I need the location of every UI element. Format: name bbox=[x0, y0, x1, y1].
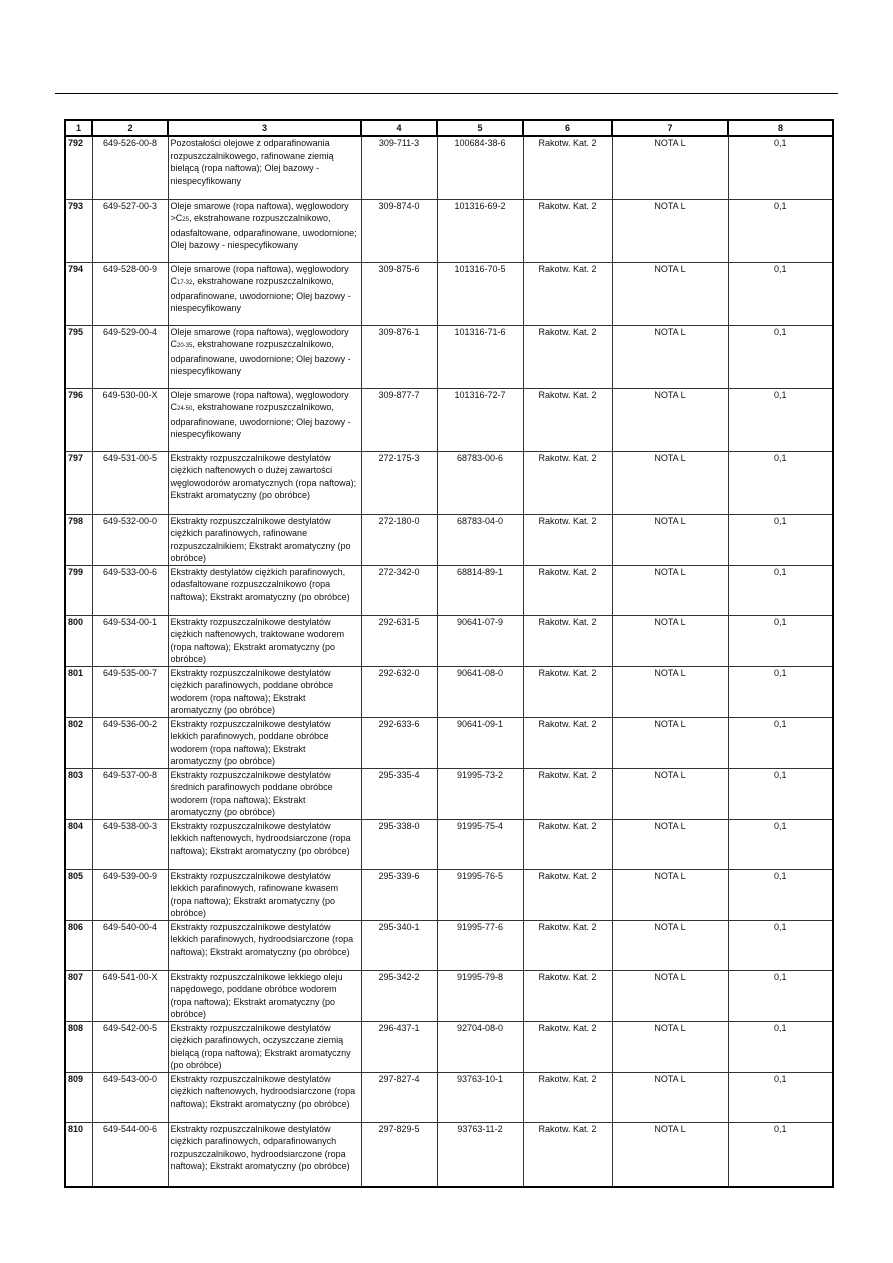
cas-number: 91995-79-8 bbox=[437, 970, 523, 1021]
substance-name: Ekstrakty rozpuszczalnikowe destylatów lekkich parafinowych, poddane obróbce wodorem (ropa naftowa); Ekstrakt aromatyczny (po obróbce) bbox=[168, 717, 361, 768]
classification: Rakotw. Kat. 2 bbox=[523, 920, 612, 970]
classification: Rakotw. Kat. 2 bbox=[523, 819, 612, 869]
note: NOTA L bbox=[612, 920, 728, 970]
ec-number: 272-180-0 bbox=[361, 514, 437, 565]
index-number: 649-527-00-3 bbox=[92, 199, 168, 262]
index-number: 649-537-00-8 bbox=[92, 768, 168, 819]
entry-number: 805 bbox=[65, 869, 92, 920]
classification: Rakotw. Kat. 2 bbox=[523, 388, 612, 451]
concentration-limit: 0,1 bbox=[728, 325, 833, 388]
ec-number: 309-875-6 bbox=[361, 262, 437, 325]
column-header-4: 4 bbox=[361, 120, 437, 136]
cas-number: 100684-38-6 bbox=[437, 136, 523, 199]
carbon-range-subscript: 20-35 bbox=[177, 343, 193, 349]
classification: Rakotw. Kat. 2 bbox=[523, 970, 612, 1021]
note: NOTA L bbox=[612, 388, 728, 451]
table-row bbox=[65, 199, 833, 262]
substance-name: Ekstrakty rozpuszczalnikowe destylatów lekkich parafinowych, rafinowane kwasem (ropa naftowa); Ekstrakt aromatyczny (po obróbce) bbox=[168, 869, 361, 920]
substance-name: Ekstrakty rozpuszczalnikowe destylatów ciężkich naftenowych o dużej zawartości węglowodorów aromatycznych (ropa naftowa); Ekstrakt aromatyczny (po obróbce) bbox=[168, 451, 361, 514]
note: NOTA L bbox=[612, 970, 728, 1021]
index-number: 649-541-00-X bbox=[92, 970, 168, 1021]
classification: Rakotw. Kat. 2 bbox=[523, 565, 612, 615]
entry-number: 804 bbox=[65, 819, 92, 869]
classification: Rakotw. Kat. 2 bbox=[523, 1072, 612, 1122]
concentration-limit: 0,1 bbox=[728, 388, 833, 451]
concentration-limit: 0,1 bbox=[728, 920, 833, 970]
substance-name: Ekstrakty rozpuszczalnikowe destylatów ciężkich parafinowych, oczyszczane ziemią bielącą (ropa naftowa); Ekstrakt aromatyczny (po obróbce) bbox=[168, 1021, 361, 1072]
concentration-limit: 0,1 bbox=[728, 768, 833, 819]
entry-number: 793 bbox=[65, 199, 92, 262]
note: NOTA L bbox=[612, 565, 728, 615]
index-number: 649-531-00-5 bbox=[92, 451, 168, 514]
substance-name-part: , ekstrahowane rozpuszczalnikowo, odasfaltowane, odparafinowane, uwodornione; Olej bazowy - niespecyfikowany bbox=[170, 213, 357, 250]
note: NOTA L bbox=[612, 768, 728, 819]
substance-name: Ekstrakty rozpuszczalnikowe destylatów ciężkich parafinowych, rafinowane rozpuszczalnikiem; Ekstrakt aromatyczny (po obróbce) bbox=[168, 514, 361, 565]
concentration-limit: 0,1 bbox=[728, 819, 833, 869]
table-row bbox=[65, 262, 833, 325]
index-number: 649-535-00-7 bbox=[92, 666, 168, 717]
cas-number: 101316-71-6 bbox=[437, 325, 523, 388]
substance-name: Ekstrakty rozpuszczalnikowe destylatów średnich parafinowych poddane obróbce wodorem (ropa naftowa); Ekstrakt aromatyczny (po obróbce) bbox=[168, 768, 361, 819]
cas-number: 68783-00-6 bbox=[437, 451, 523, 514]
entry-number: 803 bbox=[65, 768, 92, 819]
column-header-5: 5 bbox=[437, 120, 523, 136]
column-header-1: 1 bbox=[65, 120, 92, 136]
ec-number: 272-175-3 bbox=[361, 451, 437, 514]
concentration-limit: 0,1 bbox=[728, 666, 833, 717]
substance-name: Ekstrakty rozpuszczalnikowe destylatów ciężkich parafinowych, poddane obróbce wodorem (ropa naftowa); Ekstrakt aromatyczny (po obróbce) bbox=[168, 666, 361, 717]
substance-name bbox=[168, 388, 361, 451]
substance-name: Ekstrakty rozpuszczalnikowe destylatów ciężkich parafinowych, odparafinowanych rozpuszczalnikowo, hydroodsiarczone (ropa naftowa); Ekstrakt aromatyczny (po obróbce) bbox=[168, 1122, 361, 1187]
table-row bbox=[65, 717, 833, 768]
table-body bbox=[65, 136, 833, 1187]
substance-name: Ekstrakty rozpuszczalnikowe destylatów ciężkich naftenowych, traktowane wodorem (ropa naftowa); Ekstrakt aromatyczny (po obróbce) bbox=[168, 615, 361, 666]
ec-number: 295-340-1 bbox=[361, 920, 437, 970]
index-number: 649-544-00-6 bbox=[92, 1122, 168, 1187]
entry-number: 802 bbox=[65, 717, 92, 768]
concentration-limit: 0,1 bbox=[728, 565, 833, 615]
column-header-3: 3 bbox=[168, 120, 361, 136]
classification: Rakotw. Kat. 2 bbox=[523, 451, 612, 514]
substance-name-part: Oleje smarowe (ropa naftowa), węglowodory >C bbox=[170, 200, 349, 223]
ec-number: 292-633-6 bbox=[361, 717, 437, 768]
table-row bbox=[65, 565, 833, 615]
ec-number: 295-335-4 bbox=[361, 768, 437, 819]
note: NOTA L bbox=[612, 1072, 728, 1122]
ec-number: 309-876-1 bbox=[361, 325, 437, 388]
substance-table bbox=[64, 119, 834, 1188]
classification: Rakotw. Kat. 2 bbox=[523, 615, 612, 666]
substance-name: Ekstrakty rozpuszczalnikowe destylatów lekkich parafinowych, hydroodsiarczone (ropa naftowa); Ekstrakt aromatyczny (po obróbce) bbox=[168, 920, 361, 970]
classification: Rakotw. Kat. 2 bbox=[523, 869, 612, 920]
concentration-limit: 0,1 bbox=[728, 262, 833, 325]
concentration-limit: 0,1 bbox=[728, 1021, 833, 1072]
ec-number: 309-711-3 bbox=[361, 136, 437, 199]
note: NOTA L bbox=[612, 1021, 728, 1072]
concentration-limit: 0,1 bbox=[728, 970, 833, 1021]
table-row bbox=[65, 819, 833, 869]
cas-number: 68783-04-0 bbox=[437, 514, 523, 565]
substance-name bbox=[168, 199, 361, 262]
classification: Rakotw. Kat. 2 bbox=[523, 717, 612, 768]
ec-number: 295-339-6 bbox=[361, 869, 437, 920]
entry-number: 799 bbox=[65, 565, 92, 615]
classification: Rakotw. Kat. 2 bbox=[523, 514, 612, 565]
column-header-2: 2 bbox=[92, 120, 168, 136]
table-row bbox=[65, 388, 833, 451]
table-row bbox=[65, 136, 833, 199]
cas-number: 91995-75-4 bbox=[437, 819, 523, 869]
concentration-limit: 0,1 bbox=[728, 615, 833, 666]
entry-number: 797 bbox=[65, 451, 92, 514]
note: NOTA L bbox=[612, 325, 728, 388]
cas-number: 91995-73-2 bbox=[437, 768, 523, 819]
ec-number: 297-829-5 bbox=[361, 1122, 437, 1187]
index-number: 649-536-00-2 bbox=[92, 717, 168, 768]
header-rule bbox=[55, 93, 838, 94]
index-number: 649-533-00-6 bbox=[92, 565, 168, 615]
entry-number: 794 bbox=[65, 262, 92, 325]
entry-number: 800 bbox=[65, 615, 92, 666]
ec-number: 292-632-0 bbox=[361, 666, 437, 717]
substance-name-part: , ekstrahowane rozpuszczalnikowo, odparafinowane, uwodornione; Olej bazowy - niespecyfikowany bbox=[170, 276, 351, 313]
concentration-limit: 0,1 bbox=[728, 717, 833, 768]
entry-number: 810 bbox=[65, 1122, 92, 1187]
column-header-8: 8 bbox=[728, 120, 833, 136]
note: NOTA L bbox=[612, 666, 728, 717]
ec-number: 296-437-1 bbox=[361, 1021, 437, 1072]
index-number: 649-543-00-0 bbox=[92, 1072, 168, 1122]
cas-number: 90641-08-0 bbox=[437, 666, 523, 717]
table-row bbox=[65, 1122, 833, 1187]
table-header-row bbox=[65, 120, 833, 136]
note: NOTA L bbox=[612, 717, 728, 768]
classification: Rakotw. Kat. 2 bbox=[523, 262, 612, 325]
table-row bbox=[65, 970, 833, 1021]
concentration-limit: 0,1 bbox=[728, 1072, 833, 1122]
concentration-limit: 0,1 bbox=[728, 869, 833, 920]
index-number: 649-530-00-X bbox=[92, 388, 168, 451]
ec-number: 295-342-2 bbox=[361, 970, 437, 1021]
substance-name-part: , ekstrahowane rozpuszczalnikowo, odparafinowane, uwodornione; Olej bazowy - niespecyfikowany bbox=[170, 339, 351, 376]
note: NOTA L bbox=[612, 136, 728, 199]
ec-number: 272-342-0 bbox=[361, 565, 437, 615]
note: NOTA L bbox=[612, 514, 728, 565]
substance-name: Ekstrakty destylatów ciężkich parafinowych, odasfaltowane rozpuszczalnikowo (ropa naftowa); Ekstrakt aromatyczny (po obróbce) bbox=[168, 565, 361, 615]
note: NOTA L bbox=[612, 262, 728, 325]
table-row bbox=[65, 615, 833, 666]
ec-number: 309-874-0 bbox=[361, 199, 437, 262]
entry-number: 796 bbox=[65, 388, 92, 451]
cas-number: 91995-77-6 bbox=[437, 920, 523, 970]
entry-number: 801 bbox=[65, 666, 92, 717]
entry-number: 795 bbox=[65, 325, 92, 388]
cas-number: 90641-07-9 bbox=[437, 615, 523, 666]
classification: Rakotw. Kat. 2 bbox=[523, 199, 612, 262]
index-number: 649-529-00-4 bbox=[92, 325, 168, 388]
carbon-range-subscript: 24-50 bbox=[177, 406, 193, 412]
classification: Rakotw. Kat. 2 bbox=[523, 1021, 612, 1072]
carbon-range-subscript: 17-32 bbox=[177, 280, 193, 286]
note: NOTA L bbox=[612, 1122, 728, 1187]
carbon-range-subscript: 25 bbox=[182, 217, 189, 223]
substance-name bbox=[168, 262, 361, 325]
table-row bbox=[65, 920, 833, 970]
table-row bbox=[65, 768, 833, 819]
ec-number: 292-631-5 bbox=[361, 615, 437, 666]
substance-name: Ekstrakty rozpuszczalnikowe destylatów ciężkich naftenowych, hydroodsiarczone (ropa naftowa); Ekstrakt aromatyczny (po obróbce) bbox=[168, 1072, 361, 1122]
note: NOTA L bbox=[612, 199, 728, 262]
classification: Rakotw. Kat. 2 bbox=[523, 1122, 612, 1187]
substance-name-part: Oleje smarowe (ropa naftowa), węglowodory C bbox=[170, 326, 349, 349]
table-row bbox=[65, 1021, 833, 1072]
entry-number: 809 bbox=[65, 1072, 92, 1122]
concentration-limit: 0,1 bbox=[728, 136, 833, 199]
index-number: 649-534-00-1 bbox=[92, 615, 168, 666]
index-number: 649-538-00-3 bbox=[92, 819, 168, 869]
index-number: 649-532-00-0 bbox=[92, 514, 168, 565]
cas-number: 101316-70-5 bbox=[437, 262, 523, 325]
entry-number: 798 bbox=[65, 514, 92, 565]
cas-number: 101316-69-2 bbox=[437, 199, 523, 262]
index-number: 649-542-00-5 bbox=[92, 1021, 168, 1072]
substance-name-part: Oleje smarowe (ropa naftowa), węglowodory C bbox=[170, 389, 349, 412]
table-row bbox=[65, 325, 833, 388]
ec-number: 295-338-0 bbox=[361, 819, 437, 869]
table-row bbox=[65, 666, 833, 717]
cas-number: 90641-09-1 bbox=[437, 717, 523, 768]
index-number: 649-540-00-4 bbox=[92, 920, 168, 970]
concentration-limit: 0,1 bbox=[728, 1122, 833, 1187]
classification: Rakotw. Kat. 2 bbox=[523, 136, 612, 199]
table-row bbox=[65, 1072, 833, 1122]
concentration-limit: 0,1 bbox=[728, 514, 833, 565]
entry-number: 792 bbox=[65, 136, 92, 199]
cas-number: 92704-08-0 bbox=[437, 1021, 523, 1072]
table-row bbox=[65, 451, 833, 514]
table-row bbox=[65, 514, 833, 565]
substance-name-part: Oleje smarowe (ropa naftowa), węglowodory C bbox=[170, 263, 349, 286]
note: NOTA L bbox=[612, 819, 728, 869]
cas-number: 91995-76-5 bbox=[437, 869, 523, 920]
column-header-7: 7 bbox=[612, 120, 728, 136]
cas-number: 93763-11-2 bbox=[437, 1122, 523, 1187]
substance-name: Pozostałości olejowe z odparafinowania rozpuszczalnikowego, rafinowane ziemią bielącą (ropa naftowa); Olej bazowy - niespecyfikowany bbox=[168, 136, 361, 199]
classification: Rakotw. Kat. 2 bbox=[523, 666, 612, 717]
substance-name bbox=[168, 325, 361, 388]
concentration-limit: 0,1 bbox=[728, 451, 833, 514]
note: NOTA L bbox=[612, 451, 728, 514]
concentration-limit: 0,1 bbox=[728, 199, 833, 262]
substance-name: Ekstrakty rozpuszczalnikowe destylatów lekkich naftenowych, hydroodsiarczone (ropa naftowa); Ekstrakt aromatyczny (po obróbce) bbox=[168, 819, 361, 869]
entry-number: 808 bbox=[65, 1021, 92, 1072]
entry-number: 807 bbox=[65, 970, 92, 1021]
index-number: 649-539-00-9 bbox=[92, 869, 168, 920]
note: NOTA L bbox=[612, 615, 728, 666]
cas-number: 93763-10-1 bbox=[437, 1072, 523, 1122]
note: NOTA L bbox=[612, 869, 728, 920]
index-number: 649-528-00-9 bbox=[92, 262, 168, 325]
table-row bbox=[65, 869, 833, 920]
ec-number: 297-827-4 bbox=[361, 1072, 437, 1122]
substance-name-part: , ekstrahowane rozpuszczalnikowo, odparafinowane, uwodornione; Olej bazowy - niespecyfikowany bbox=[170, 402, 351, 439]
substance-name: Ekstrakty rozpuszczalnikowe lekkiego oleju napędowego, poddane obróbce wodorem (ropa naftowa); Ekstrakt aromatyczny (po obróbce) bbox=[168, 970, 361, 1021]
classification: Rakotw. Kat. 2 bbox=[523, 768, 612, 819]
entry-number: 806 bbox=[65, 920, 92, 970]
classification: Rakotw. Kat. 2 bbox=[523, 325, 612, 388]
cas-number: 68814-89-1 bbox=[437, 565, 523, 615]
cas-number: 101316-72-7 bbox=[437, 388, 523, 451]
substance-table-container bbox=[64, 119, 834, 1188]
column-header-6: 6 bbox=[523, 120, 612, 136]
ec-number: 309-877-7 bbox=[361, 388, 437, 451]
index-number: 649-526-00-8 bbox=[92, 136, 168, 199]
